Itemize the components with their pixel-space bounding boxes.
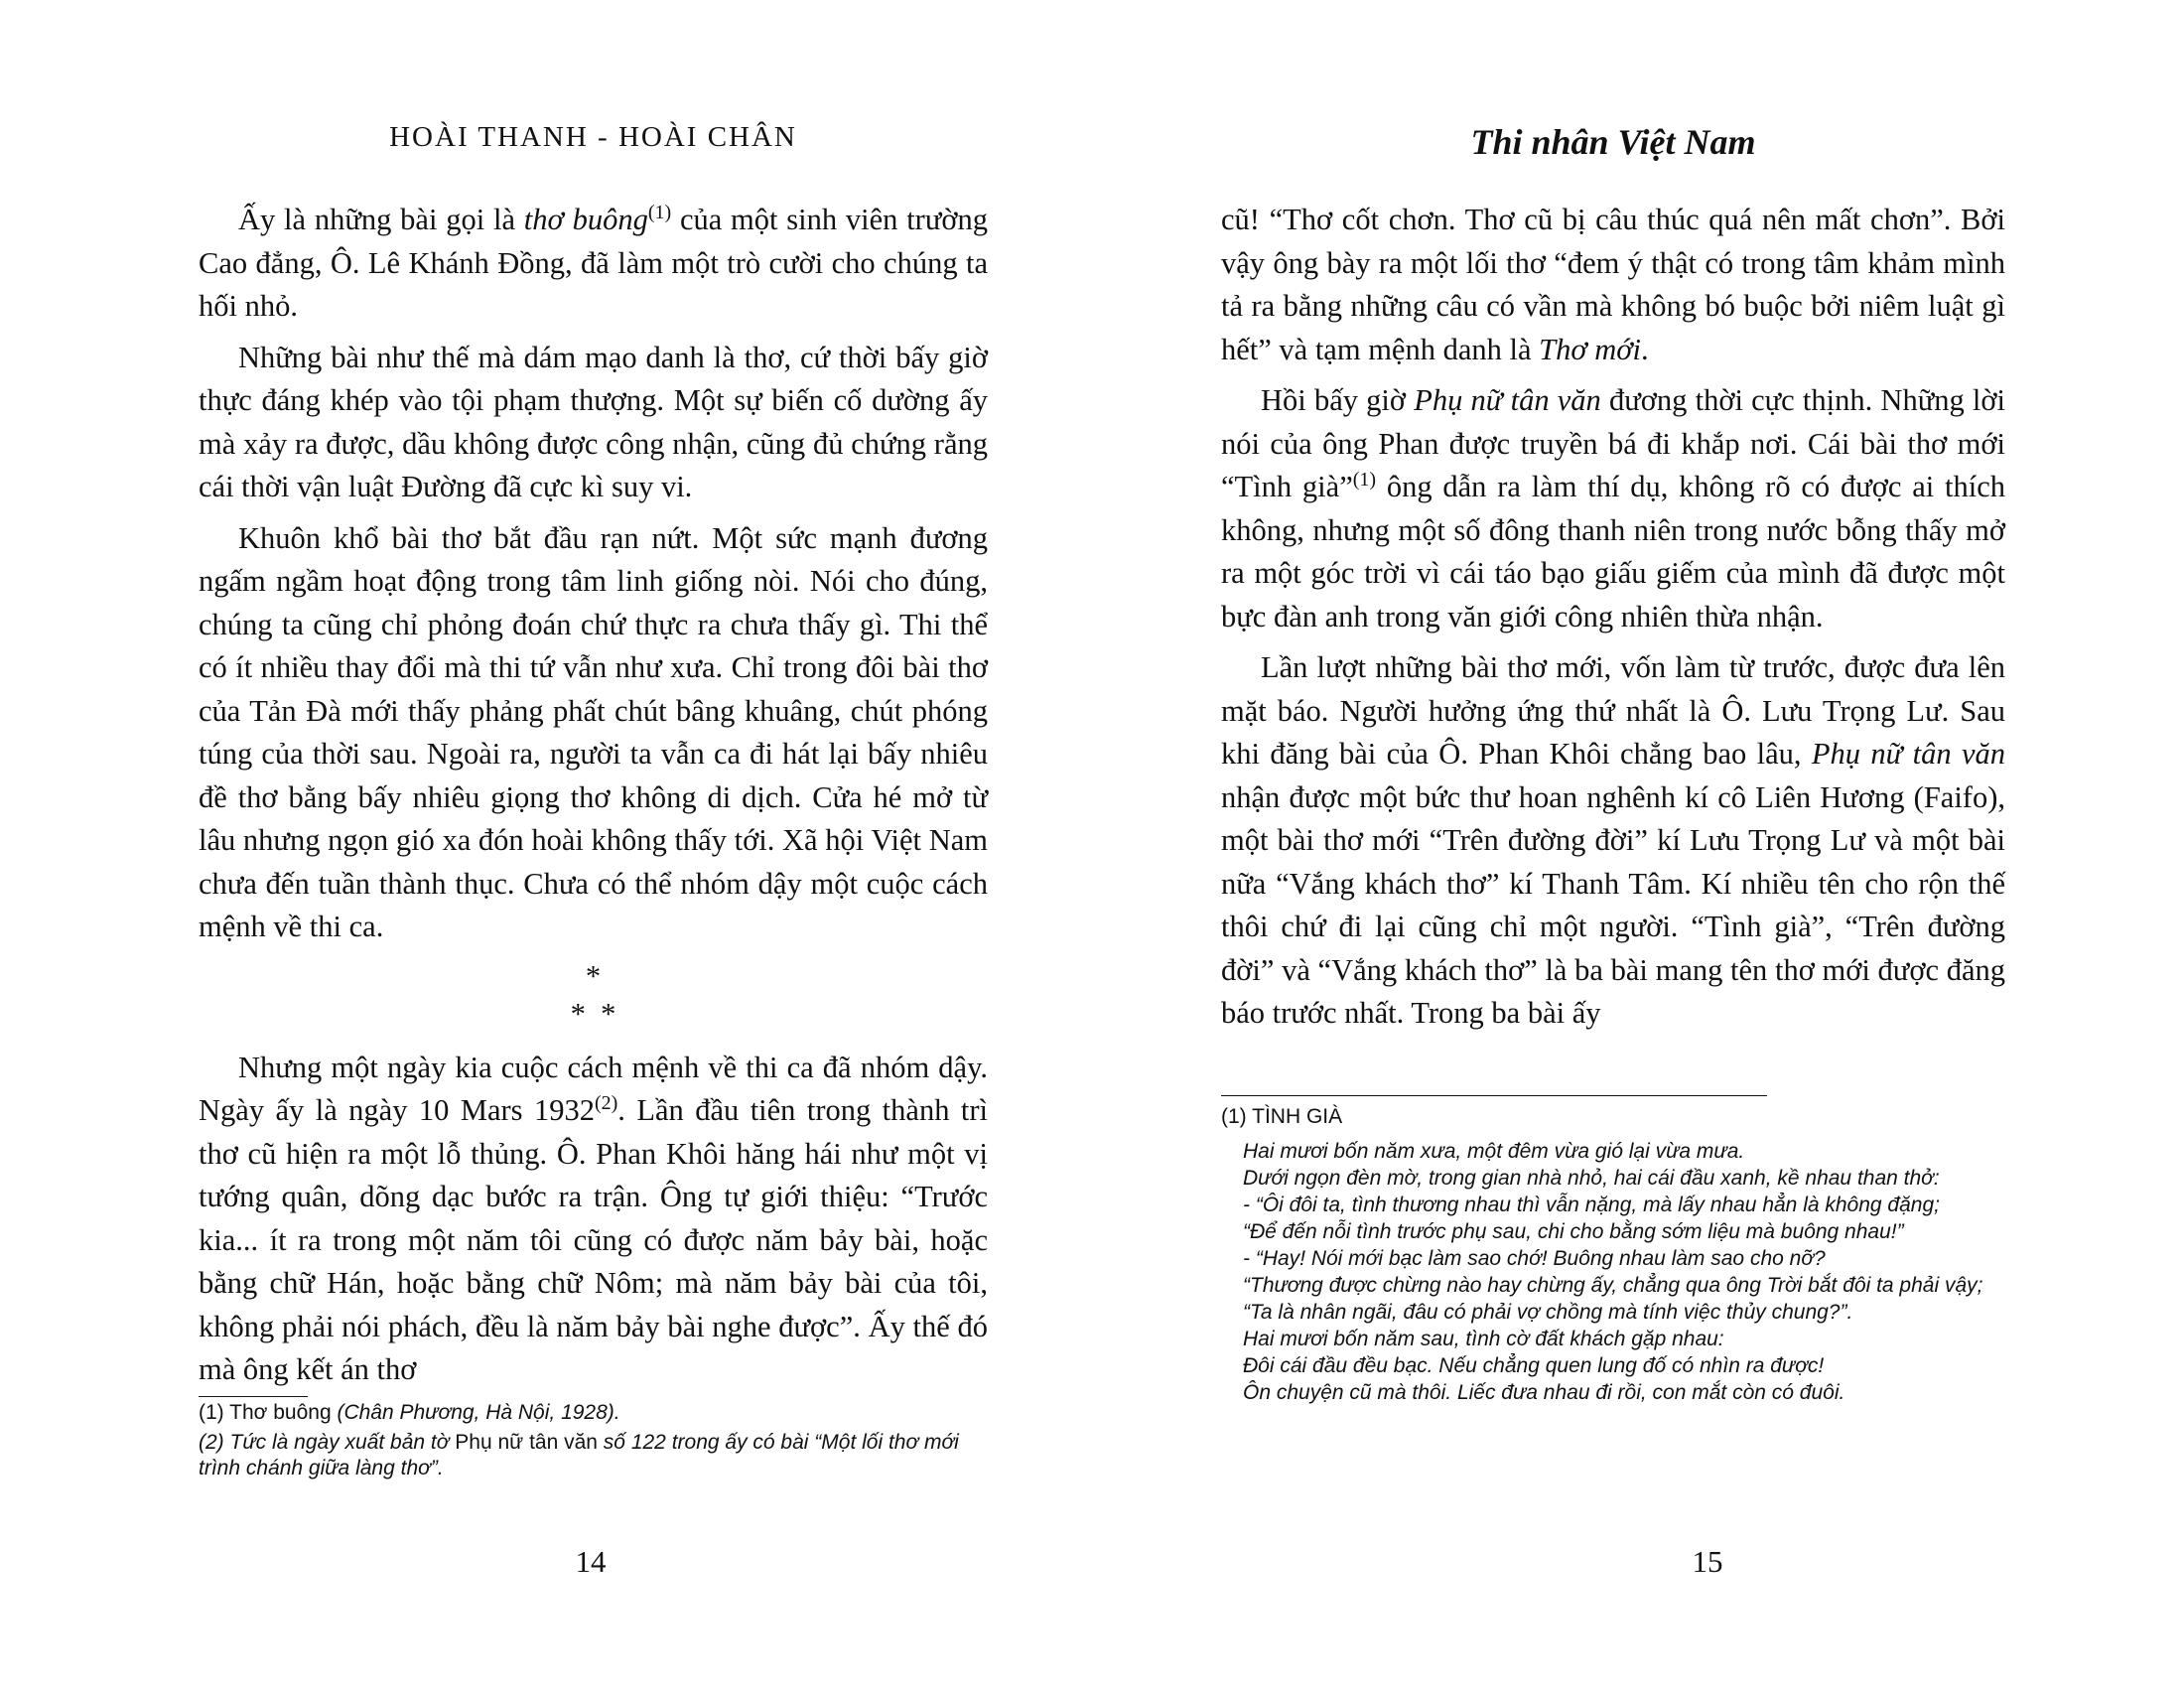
poem-line: “Thương được chừng nào hay chừng ấy, chẳng qua ông Trời bắt đôi ta phải vậy; <box>1243 1274 1983 1297</box>
section-break-star-top: * <box>585 958 602 993</box>
poem-tinh-gia <box>1243 1140 2005 1404</box>
left-paragraph-1 <box>199 199 988 329</box>
footnote-divider <box>1221 1095 1767 1096</box>
poem-line: “Ta là nhân ngãi, đâu có phải vợ chồng mà tính việc thủy chung?”. <box>1243 1301 1853 1324</box>
footnote-ref: (1) <box>1352 469 1377 491</box>
text-run: (1) Thơ buông <box>199 1401 338 1424</box>
footnote-ref: (1) <box>647 202 672 223</box>
footnote-1 <box>199 1400 988 1426</box>
right-paragraph-1 <box>1221 199 2005 371</box>
left-paragraph-2: Những bài như thế mà dám mạo danh là thơ, cứ thời bấy giờ thực đáng khép vào tội phạm thượng. Một sự biến cố dường ấy mà xảy ra được, dầu không được công nhận, cũng đủ chứng rằng cái thời vận luật Đường đã cực kì suy vi. <box>199 340 988 503</box>
poem-line: - “Ôi đôi ta, tình thương nhau thì vẫn nặng, mà lấy nhau hẳn là không đặng; <box>1243 1194 1940 1216</box>
text-run: Phụ nữ tân văn <box>455 1431 598 1454</box>
text-run: Lần lượt những bài thơ mới, vốn làm từ trước, được đưa lên mặt báo. Người hưởng ứng thứ nhất là Ô. Lưu Trọng Lư. Sau khi đăng bài của Ô. Phan Khôi chẳng bao lâu, <box>1221 650 2005 771</box>
page-number: 14 <box>575 1544 607 1579</box>
right-body-text <box>1221 199 2005 1044</box>
section-break-star-bottom: * * <box>570 996 616 1031</box>
text-run: . Lần đầu tiên trong thành trì thơ cũ hiện ra một lỗ thủng. Ô. Phan Khôi hăng hái như một vị tướng quân, dõng dạc bước ra trận. Ông tự giới thiệu: “Trước kia... ít ra trong một năm tôi cũng có được năm bảy bài, hoặc bằng chữ Hán, hoặc bằng chữ Nôm; mà năm bảy bài của tôi, không phải nói phách, đều là năm bảy bài nghe được”. Ấy thế đó mà ông kết án thơ <box>199 1093 988 1386</box>
text-run: đương thời cực thịnh. Những lời nói của ông Phan được truyền bá đi khắp nơi. Cái bài thơ mới “Tình già” <box>1221 383 2005 503</box>
right-footnotes <box>1221 1104 2005 1408</box>
text-run: . <box>1641 332 1649 366</box>
right-paragraph-3 <box>1221 646 2005 1036</box>
poem-line: Dưới ngọn đèn mờ, trong gian nhà nhỏ, hai cái đầu xanh, kề nhau than thở: <box>1243 1167 1940 1190</box>
left-paragraph-4 <box>199 1047 988 1392</box>
running-header-author: HOÀI THANH - HOÀI CHÂN <box>389 121 797 153</box>
text-run: Ấy là những bài gọi là <box>238 203 524 236</box>
left-body-text <box>199 199 988 1400</box>
text-run: nhận được một bức thư hoan nghênh kí cô Liên Hương (Faifo), một bài thơ mới “Trên đường đời” kí Lưu Trọng Lư và một bài nữa “Vắng khách thơ” kí Thanh Tâm. Kí nhiều tên cho rộn thế thôi chứ đi lại cũng chỉ một người. “Tình già”, “Trên đường đời” và “Vắng khách thơ” là ba bài mang tên thơ mới được đăng báo trước nhất. Trong ba bài ấy <box>1221 779 2005 1030</box>
poem-line: Hai mươi bốn năm xưa, một đêm vừa gió lại vừa mưa. <box>1243 1140 1745 1163</box>
poem-line: Ôn chuyện cũ mà thôi. Liếc đưa nhau đi rồi, con mắt còn có đuôi. <box>1243 1381 1845 1404</box>
poem-line: Đôi cái đầu đều bạc. Nếu chẳng quen lung đố có nhìn ra được! <box>1243 1354 1825 1377</box>
page-number: 15 <box>1692 1544 1723 1579</box>
italic-run: số 122 trong ấy có bài “Một lối thơ mới trình chánh giữa làng thơ”. <box>199 1431 959 1479</box>
footnote-divider <box>199 1396 308 1397</box>
italic-run: Thơ mới <box>1539 332 1642 366</box>
left-paragraph-3: Khuôn khổ bài thơ bắt đầu rạn nứt. Một sức mạnh đương ngấm ngầm hoạt động trong tâm linh giống nòi. Nói cho đúng, chúng ta cũng chỉ phỏng đoán chứ thực ra chưa thấy gì. Thi thể có ít nhiều thay đổi mà thi tứ vẫn như xưa. Chỉ trong đôi bài thơ của Tản Đà mới thấy phảng phất chút bâng khuâng, chút phóng túng của thời sau. Ngoài ra, người ta vẫn ca đi hát lại bấy nhiêu đề thơ bằng bấy nhiêu giọng thơ không di dịch. Cửa hé mở từ lâu nhưng ngọn gió xa đón hoài không thấy tới. Xã hội Việt Nam chưa đến tuần thành thục. Chưa có thể nhóm dậy một cuộc cách mệnh về thi ca. <box>199 520 988 943</box>
italic-run: Phụ nữ tân văn <box>1811 737 2006 771</box>
footnote-2 <box>199 1430 988 1481</box>
poem-line: - “Hay! Nói mới bạc làm sao chớ! Buông nhau làm sao cho nỡ? <box>1243 1247 1826 1270</box>
poem-line: Hai mươi bốn năm sau, tình cờ đất khách gặp nhau: <box>1243 1328 1724 1350</box>
italic-run: Phụ nữ tân văn <box>1414 383 1601 417</box>
right-page <box>1092 0 2184 1688</box>
right-paragraph-2 <box>1221 379 2005 638</box>
poem-line: “Để đến nỗi tình trước phụ sau, chi cho bằng sớm liệu mà buông nhau!” <box>1243 1220 1904 1243</box>
text-run: của một sinh viên trường Cao đẳng, Ô. Lê Khánh Đồng, đã làm một trò cười cho chúng ta hối nhỏ. <box>199 203 988 323</box>
section-break <box>199 957 988 1033</box>
footnote-ref: (2) <box>594 1092 618 1114</box>
running-header-title: Thi nhân Việt Nam <box>1470 122 1756 162</box>
text-run: Hồi bấy giờ <box>1261 383 1415 417</box>
text-run: ông dẫn ra làm thí dụ, không rõ có được ai thích không, nhưng một số đông thanh niên trong nước bỗng thấy mở ra một góc trời vì cái táo bạo giấu giếm của mình đã được một bực đàn anh trong văn giới công nhiên thừa nhận. <box>1221 470 2005 633</box>
italic-run: (Chân Phương, Hà Nội, 1928). <box>337 1401 620 1424</box>
italic-run: thơ buông <box>523 203 648 236</box>
text-run: cũ! “Thơ cốt chơn. Thơ cũ bị câu thúc quá nên mất chơn”. Bởi vậy ông bày ra một lối thơ “đem ý thật có trong tâm khảm mình tả ra bằng những câu có vần mà không bó buộc bởi niêm luật gì hết” và tạm mệnh danh là <box>1221 203 2005 366</box>
italic-run: (2) Tức là ngày xuất bản tờ <box>199 1431 456 1454</box>
left-footnotes <box>199 1400 988 1485</box>
text-run: Nhưng một ngày kia cuộc cách mệnh về thi ca đã nhóm dậy. Ngày ấy là ngày 10 Mars 1932 <box>199 1050 988 1127</box>
footnote-title: (1) TÌNH GIÀ <box>1221 1105 1343 1128</box>
